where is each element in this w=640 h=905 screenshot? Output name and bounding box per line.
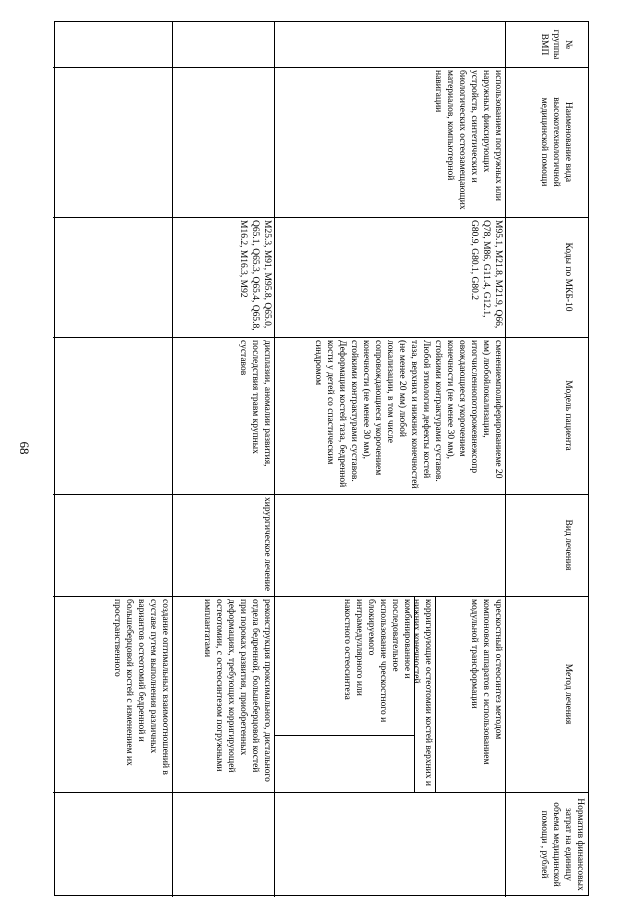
row2-kind: хирургическое лечение (262, 497, 272, 592)
header-model: Модель пациента (563, 380, 573, 451)
row1-method-a: чрескостный остеосинтез методом компоновок аппаратов с использованием модульной трансформации (469, 599, 503, 765)
row3-method: создание оптимальных взаимоотношений в суставе путем выполнения различных вариантов остеотомий бедренной и большеберцовой костей с изменением их пространственного (112, 599, 170, 775)
header-group: № группы ВМП (539, 29, 573, 60)
header-norm: Норматив финансовых затрат на единицу объема медицинской помощи , рублей (539, 798, 585, 891)
header-codes: Коды по МКБ-10 (563, 242, 573, 312)
header-method: Метод лечения (563, 663, 573, 725)
page-number: 68 (17, 441, 32, 455)
table-rotator (54, 21, 589, 896)
header-name: Наименование вида высокотехнологичной медицинской помощи (539, 97, 573, 187)
row2-method: реконструкция проксимального, дистального отдела бедренной, большеберцовой костей при пороках развития, приобретенных деформациях, требующих корригирующей остеотомии, с остеосинтезом погружными имплантатами (202, 599, 272, 782)
row1-name: использованием погружных или наружных фиксирующих устройств, синтетических и биологических остеозамещающих материалов, компьютерной навигации (433, 70, 503, 210)
row1-model: сменениемполиферированиеме 20 мм) любойлокализации, итогчисленнопоторожевнежсопр овождающиеся укорочением конечности (не менее 30 мм), стойкими контрактурами суставов. Любой этиологии дефекты костей таза, верхних и нижних конечностей (не менее 20 мм) любой локализации, в том числе сопровождающиеся укорочением конечности (не менее 30 мм), стойкими контрактурами суставов. Деформации костей таза, бедренной кости у детей со спастическим синдромом (313, 340, 503, 489)
method-subdivider-vertical (275, 735, 415, 736)
row1-codes: M95.1, M21.8, M21.9, Q66, Q78, M86, G11.4, G12.1, G80.9, G80.1, G80.2 (469, 220, 503, 329)
row1-method-b: корригирующие остеотомии костей верхних и нижних конечностей (411, 599, 433, 786)
header-kind: Вид лечения (563, 519, 573, 571)
row1-method-c: комбинированное и последовательное использование чрескостного и блокируемого интрамедуллярного или накостного остеосинтеза (342, 599, 412, 723)
row2-model: дисплазии, аномалии развития, последствия травм крупных суставов (238, 340, 272, 467)
vmp-table (54, 21, 589, 896)
row2-codes: M25.3, M91, M95.8, Q65.0, Q65.1, Q65.3, Q65.4, Q65.8, M16.2, M16.3, M92 (238, 220, 272, 331)
